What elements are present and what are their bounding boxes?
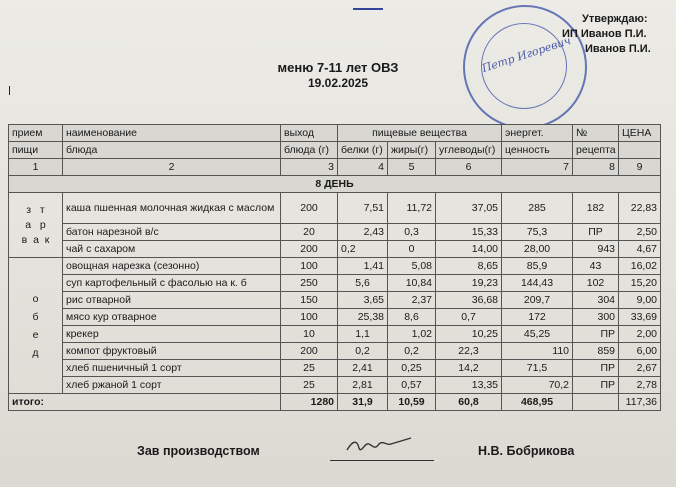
dish-carbs: 10,25 [436, 326, 502, 343]
dish-recipe: ПР [573, 360, 619, 377]
column-number: 2 [63, 159, 281, 176]
dish-energy: 110 [502, 343, 573, 360]
dish-price: 2,00 [619, 326, 661, 343]
header-cell: № [573, 125, 619, 142]
column-number: 3 [281, 159, 338, 176]
day-row [9, 176, 661, 193]
total-row [9, 394, 661, 411]
total-energy: 468,95 [502, 394, 573, 411]
dish-protein: 1,41 [338, 258, 388, 275]
table-row [9, 258, 661, 275]
dish-recipe: 304 [573, 292, 619, 309]
dish-protein: 2,43 [338, 224, 388, 241]
total-price: 117,36 [619, 394, 661, 411]
dish-recipe: ПР [573, 377, 619, 394]
table-row [9, 326, 661, 343]
dish-price: 2,78 [619, 377, 661, 394]
meal-letter: т [39, 203, 45, 216]
dish-name: хлеб ржаной 1 сорт [63, 377, 281, 394]
dish-name: батон нарезной в/с [63, 224, 281, 241]
meal-letter: б [32, 310, 39, 323]
meal-letter: а [33, 233, 39, 246]
table-row [9, 343, 661, 360]
header-cell: прием [9, 125, 63, 142]
dish-name: каша пшенная молочная жидкая с маслом [63, 193, 281, 224]
dish-energy: 172 [502, 309, 573, 326]
dish-recipe: ПР [573, 326, 619, 343]
table-row [9, 377, 661, 394]
table-row [9, 360, 661, 377]
header-cell: белки (г) [338, 142, 388, 159]
dish-fat: 2,37 [388, 292, 436, 309]
meal-letter: з [26, 203, 32, 216]
stamp-signature-text: Петр Игоревич [480, 33, 573, 76]
header-cell: углеводы(г) [436, 142, 502, 159]
header-cell [619, 142, 661, 159]
footer-name: Н.В. Бобрикова [478, 444, 575, 458]
table-row [9, 275, 661, 292]
dish-fat: 0 [388, 241, 436, 258]
total-label: итого: [9, 394, 281, 411]
dish-price: 15,20 [619, 275, 661, 292]
dish-recipe: 300 [573, 309, 619, 326]
dish-price: 2,50 [619, 224, 661, 241]
dish-energy: 28,00 [502, 241, 573, 258]
menu-title: меню 7-11 лет ОВЗ [277, 60, 399, 75]
meal-label-lunch [9, 258, 63, 394]
dish-energy: 71,5 [502, 360, 573, 377]
dish-protein: 0,2 [338, 343, 388, 360]
meal-letter: к [44, 233, 50, 246]
header-cell: выход [281, 125, 338, 142]
total-carbs: 60,8 [436, 394, 502, 411]
approve-line-2: ИП Иванов П.И. [562, 28, 647, 40]
header-cell: рецепта [573, 142, 619, 159]
table-row [9, 193, 661, 224]
total-output: 1280 [281, 394, 338, 411]
meal-letter: в [21, 233, 28, 246]
dish-energy: 285 [502, 193, 573, 224]
dish-carbs: 0,7 [436, 309, 502, 326]
dish-recipe: 43 [573, 258, 619, 275]
dish-protein: 0,2 [338, 241, 388, 258]
meal-letter: р [39, 218, 46, 231]
meal-letter: е [32, 328, 39, 341]
dish-recipe: 182 [573, 193, 619, 224]
dish-output: 100 [281, 309, 338, 326]
dish-price: 33,69 [619, 309, 661, 326]
header-cell: ЦЕНА [619, 125, 661, 142]
dish-fat: 0,2 [388, 343, 436, 360]
dish-carbs: 37,05 [436, 193, 502, 224]
header-cell: жиры(г) [388, 142, 436, 159]
dish-fat: 8,6 [388, 309, 436, 326]
dish-carbs: 8,65 [436, 258, 502, 275]
column-number-row [9, 159, 661, 176]
dish-fat: 10,84 [388, 275, 436, 292]
dish-energy: 85,9 [502, 258, 573, 275]
column-number: 9 [619, 159, 661, 176]
meal-letter: а [25, 218, 32, 231]
column-number: 7 [502, 159, 573, 176]
meal-letter: д [32, 346, 39, 359]
dish-price: 16,02 [619, 258, 661, 275]
column-number: 6 [436, 159, 502, 176]
day-label: 8 ДЕНЬ [9, 176, 661, 193]
dish-fat: 11,72 [388, 193, 436, 224]
header-row-2 [9, 142, 661, 159]
dish-recipe: 943 [573, 241, 619, 258]
dish-output: 100 [281, 258, 338, 275]
dish-output: 200 [281, 343, 338, 360]
dish-protein: 7,51 [338, 193, 388, 224]
column-number: 8 [573, 159, 619, 176]
dish-energy: 70,2 [502, 377, 573, 394]
dish-output: 250 [281, 275, 338, 292]
dish-carbs: 22,3 [436, 343, 502, 360]
dish-carbs: 36,68 [436, 292, 502, 309]
table-row [9, 224, 661, 241]
dish-name: чай с сахаром [63, 241, 281, 258]
dish-fat: 0,57 [388, 377, 436, 394]
dish-energy: 209,7 [502, 292, 573, 309]
dish-price: 4,67 [619, 241, 661, 258]
dish-recipe: 859 [573, 343, 619, 360]
dish-recipe: ПР [573, 224, 619, 241]
total-fat: 10,59 [388, 394, 436, 411]
dish-output: 25 [281, 377, 338, 394]
dish-name: крекер [63, 326, 281, 343]
signature-mark [345, 436, 415, 456]
dish-protein: 1,1 [338, 326, 388, 343]
header-cell: ценность [502, 142, 573, 159]
column-number: 5 [388, 159, 436, 176]
dish-price: 9,00 [619, 292, 661, 309]
dish-carbs: 19,23 [436, 275, 502, 292]
column-number: 4 [338, 159, 388, 176]
meal-label-breakfast [9, 193, 63, 258]
dish-protein: 2,81 [338, 377, 388, 394]
dish-carbs: 15,33 [436, 224, 502, 241]
header-row-1 [9, 125, 661, 142]
header-cell: пищи [9, 142, 63, 159]
dish-name: мясо кур отварное [63, 309, 281, 326]
dish-name: суп картофельный с фасолью на к. б [63, 275, 281, 292]
dish-protein: 3,65 [338, 292, 388, 309]
dish-output: 150 [281, 292, 338, 309]
dish-energy: 144,43 [502, 275, 573, 292]
dish-fat: 0,3 [388, 224, 436, 241]
dish-protein: 5,6 [338, 275, 388, 292]
dish-recipe: 102 [573, 275, 619, 292]
dish-protein: 2,41 [338, 360, 388, 377]
table-row [9, 292, 661, 309]
header-cell: блюда [63, 142, 281, 159]
menu-date: 19.02.2025 [307, 76, 369, 90]
dish-output: 25 [281, 360, 338, 377]
dish-name: компот фруктовый [63, 343, 281, 360]
dish-carbs: 14,00 [436, 241, 502, 258]
dish-price: 22,83 [619, 193, 661, 224]
header-cell: блюда (г) [281, 142, 338, 159]
header-cell: энергет. [502, 125, 573, 142]
dish-carbs: 13,35 [436, 377, 502, 394]
dish-fat: 1,02 [388, 326, 436, 343]
header-cell: наименование [63, 125, 281, 142]
dish-fat: 0,25 [388, 360, 436, 377]
dish-output: 20 [281, 224, 338, 241]
dish-protein: 25,38 [338, 309, 388, 326]
dish-output: 200 [281, 193, 338, 224]
header-cell: пищевые вещества [338, 125, 502, 142]
dish-output: 10 [281, 326, 338, 343]
dish-price: 2,67 [619, 360, 661, 377]
signature-line [330, 460, 434, 461]
top-signature-mark [353, 0, 383, 10]
approve-line-3: Иванов П.И. [585, 43, 651, 55]
column-number: 1 [9, 159, 63, 176]
dish-energy: 75,3 [502, 224, 573, 241]
menu-table [8, 124, 661, 411]
dish-name: овощная нарезка (сезонно) [63, 258, 281, 275]
approve-line-1: Утверждаю: [582, 13, 648, 25]
total-recipe [573, 394, 619, 411]
dish-price: 6,00 [619, 343, 661, 360]
table-row [9, 241, 661, 258]
footer-position: Зав производством [137, 444, 260, 458]
dish-name: рис отварной [63, 292, 281, 309]
meal-letter: о [32, 292, 39, 305]
dish-energy: 45,25 [502, 326, 573, 343]
dish-fat: 5,08 [388, 258, 436, 275]
table-row [9, 309, 661, 326]
total-protein: 31,9 [338, 394, 388, 411]
dish-carbs: 14,2 [436, 360, 502, 377]
dish-output: 200 [281, 241, 338, 258]
dish-name: хлеб пшеничный 1 сорт [63, 360, 281, 377]
